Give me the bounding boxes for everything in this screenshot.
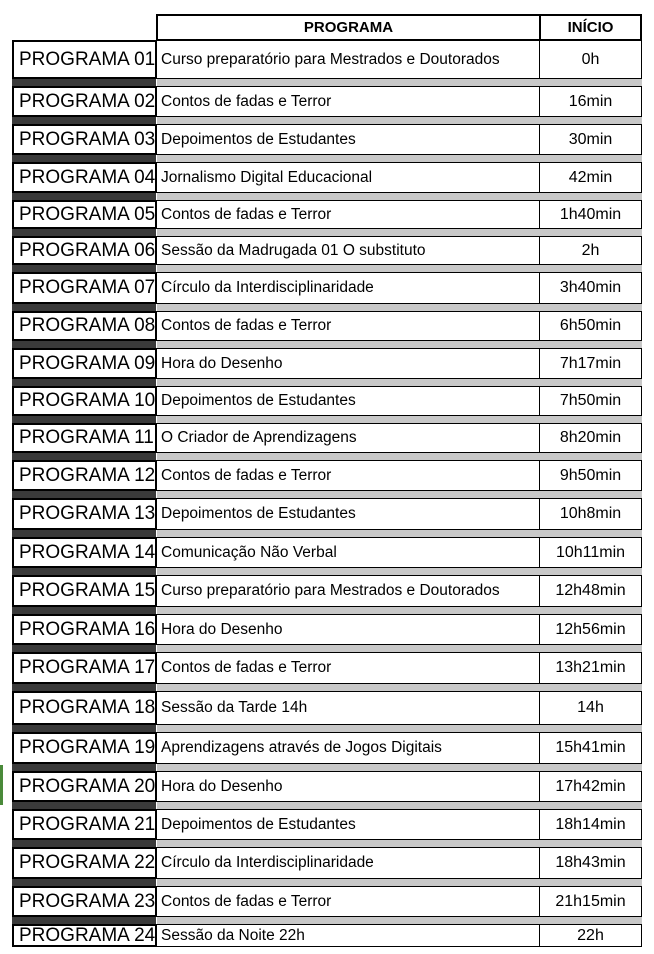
program-id-cell: PROGRAMA 19	[12, 732, 157, 764]
program-id-cell: PROGRAMA 21	[12, 809, 157, 840]
edge-mark	[0, 765, 3, 805]
program-start-cell: 12h48min	[539, 575, 642, 607]
program-start-cell: 3h40min	[539, 272, 642, 304]
program-id-cell: PROGRAMA 09	[12, 348, 157, 379]
program-start-cell: 8h20min	[539, 423, 642, 453]
row-separator-dark	[12, 117, 156, 124]
row-separator-light	[157, 802, 642, 809]
row-separator-dark	[12, 568, 156, 575]
program-name-cell: O Criador de Aprendizagens	[156, 423, 540, 453]
program-name-cell: Contos de fadas e Terror	[156, 200, 540, 229]
program-name-cell: Contos de fadas e Terror	[156, 86, 540, 117]
program-name-cell: Comunicação Não Verbal	[156, 537, 540, 568]
row-separator-light	[157, 764, 642, 771]
program-id-cell: PROGRAMA 12	[12, 460, 157, 491]
row-separator-dark	[12, 530, 156, 537]
row-separator-dark	[12, 79, 156, 86]
program-name-cell: Depoimentos de Estudantes	[156, 124, 540, 155]
row-separator-light	[157, 725, 642, 732]
row-separator-light	[157, 117, 642, 124]
program-id-cell: PROGRAMA 15	[12, 575, 157, 607]
program-start-cell: 10h8min	[539, 498, 642, 530]
row-separator-light	[157, 265, 642, 272]
row-separator-light	[157, 229, 642, 236]
program-id-cell: PROGRAMA 17	[12, 652, 157, 684]
program-start-cell: 14h	[539, 691, 642, 725]
program-start-cell: 7h50min	[539, 386, 642, 416]
program-id-cell: PROGRAMA 03	[12, 124, 157, 155]
program-id-cell: PROGRAMA 16	[12, 614, 157, 645]
row-separator-light	[157, 607, 642, 614]
program-start-cell: 2h	[539, 236, 642, 265]
program-id-cell: PROGRAMA 18	[12, 691, 157, 725]
row-separator-light	[157, 840, 642, 847]
program-id-cell: PROGRAMA 24	[12, 924, 157, 947]
program-start-cell: 42min	[539, 162, 642, 193]
row-separator-light	[157, 155, 642, 162]
program-id-cell: PROGRAMA 13	[12, 498, 157, 530]
program-start-cell: 17h42min	[539, 771, 642, 802]
program-name-cell: Círculo da Interdisciplinaridade	[156, 272, 540, 304]
header-programa: PROGRAMA	[156, 14, 541, 41]
program-start-cell: 10h11min	[539, 537, 642, 568]
row-separator-dark	[12, 265, 156, 272]
row-separator-dark	[12, 416, 156, 423]
program-name-cell: Depoimentos de Estudantes	[156, 386, 540, 416]
program-id-cell: PROGRAMA 02	[12, 86, 157, 117]
row-separator-dark	[12, 193, 156, 200]
row-separator-light	[157, 193, 642, 200]
row-separator-dark	[12, 304, 156, 311]
program-name-cell: Contos de fadas e Terror	[156, 460, 540, 491]
program-start-cell: 21h15min	[539, 886, 642, 917]
row-separator-dark	[12, 341, 156, 348]
program-name-cell: Contos de fadas e Terror	[156, 886, 540, 917]
program-id-cell: PROGRAMA 04	[12, 162, 157, 193]
program-start-cell: 6h50min	[539, 311, 642, 341]
program-name-cell: Sessão da Noite 22h	[156, 924, 540, 947]
program-id-cell: PROGRAMA 06	[12, 236, 157, 265]
program-name-cell: Hora do Desenho	[156, 348, 540, 379]
row-separator-dark	[12, 802, 156, 809]
program-id-cell: PROGRAMA 01	[12, 40, 157, 79]
row-separator-dark	[12, 684, 156, 691]
program-name-cell: Contos de fadas e Terror	[156, 652, 540, 684]
row-separator-dark	[12, 917, 156, 924]
program-start-cell: 18h14min	[539, 809, 642, 840]
program-id-cell: PROGRAMA 11	[12, 423, 157, 453]
row-separator-dark	[12, 607, 156, 614]
row-separator-light	[157, 645, 642, 652]
program-start-cell: 22h	[539, 924, 642, 947]
program-id-cell: PROGRAMA 08	[12, 311, 157, 341]
row-separator-light	[157, 684, 642, 691]
row-separator-light	[157, 379, 642, 386]
program-name-cell: Aprendizagens através de Jogos Digitais	[156, 732, 540, 764]
program-name-cell: Círculo da Interdisciplinaridade	[156, 847, 540, 879]
program-start-cell: 1h40min	[539, 200, 642, 229]
row-separator-light	[157, 879, 642, 886]
program-start-cell: 18h43min	[539, 847, 642, 879]
row-separator-dark	[12, 453, 156, 460]
row-separator-light	[157, 416, 642, 423]
program-start-cell: 15h41min	[539, 732, 642, 764]
row-separator-dark	[12, 725, 156, 732]
program-start-cell: 13h21min	[539, 652, 642, 684]
program-id-cell: PROGRAMA 20	[12, 771, 157, 802]
program-id-cell: PROGRAMA 10	[12, 386, 157, 416]
program-name-cell: Hora do Desenho	[156, 614, 540, 645]
program-name-cell: Contos de fadas e Terror	[156, 311, 540, 341]
row-separator-light	[157, 917, 642, 924]
program-name-cell: Hora do Desenho	[156, 771, 540, 802]
program-id-cell: PROGRAMA 22	[12, 847, 157, 879]
row-separator-dark	[12, 645, 156, 652]
program-name-cell: Jornalismo Digital Educacional	[156, 162, 540, 193]
program-start-cell: 9h50min	[539, 460, 642, 491]
program-start-cell: 16min	[539, 86, 642, 117]
program-name-cell: Sessão da Tarde 14h	[156, 691, 540, 725]
program-name-cell: Sessão da Madrugada 01 O substituto	[156, 236, 540, 265]
program-start-cell: 12h56min	[539, 614, 642, 645]
row-separator-dark	[12, 491, 156, 498]
header-inicio: INÍCIO	[539, 14, 642, 41]
program-name-cell: Depoimentos de Estudantes	[156, 809, 540, 840]
row-separator-light	[157, 304, 642, 311]
row-separator-light	[157, 491, 642, 498]
program-id-cell: PROGRAMA 07	[12, 272, 157, 304]
row-separator-dark	[12, 229, 156, 236]
program-start-cell: 7h17min	[539, 348, 642, 379]
program-start-cell: 0h	[539, 40, 642, 79]
row-separator-dark	[12, 840, 156, 847]
program-start-cell: 30min	[539, 124, 642, 155]
program-name-cell: Curso preparatório para Mestrados e Doutorados	[156, 575, 540, 607]
row-separator-light	[157, 79, 642, 86]
row-separator-light	[157, 341, 642, 348]
row-separator-light	[157, 453, 642, 460]
row-separator-dark	[12, 879, 156, 886]
row-separator-dark	[12, 379, 156, 386]
program-name-cell: Depoimentos de Estudantes	[156, 498, 540, 530]
program-name-cell: Curso preparatório para Mestrados e Doutorados	[156, 40, 540, 79]
row-separator-dark	[12, 764, 156, 771]
row-separator-light	[157, 568, 642, 575]
program-id-cell: PROGRAMA 14	[12, 537, 157, 568]
row-separator-dark	[12, 155, 156, 162]
row-separator-light	[157, 530, 642, 537]
program-id-cell: PROGRAMA 23	[12, 886, 157, 917]
program-id-cell: PROGRAMA 05	[12, 200, 157, 229]
